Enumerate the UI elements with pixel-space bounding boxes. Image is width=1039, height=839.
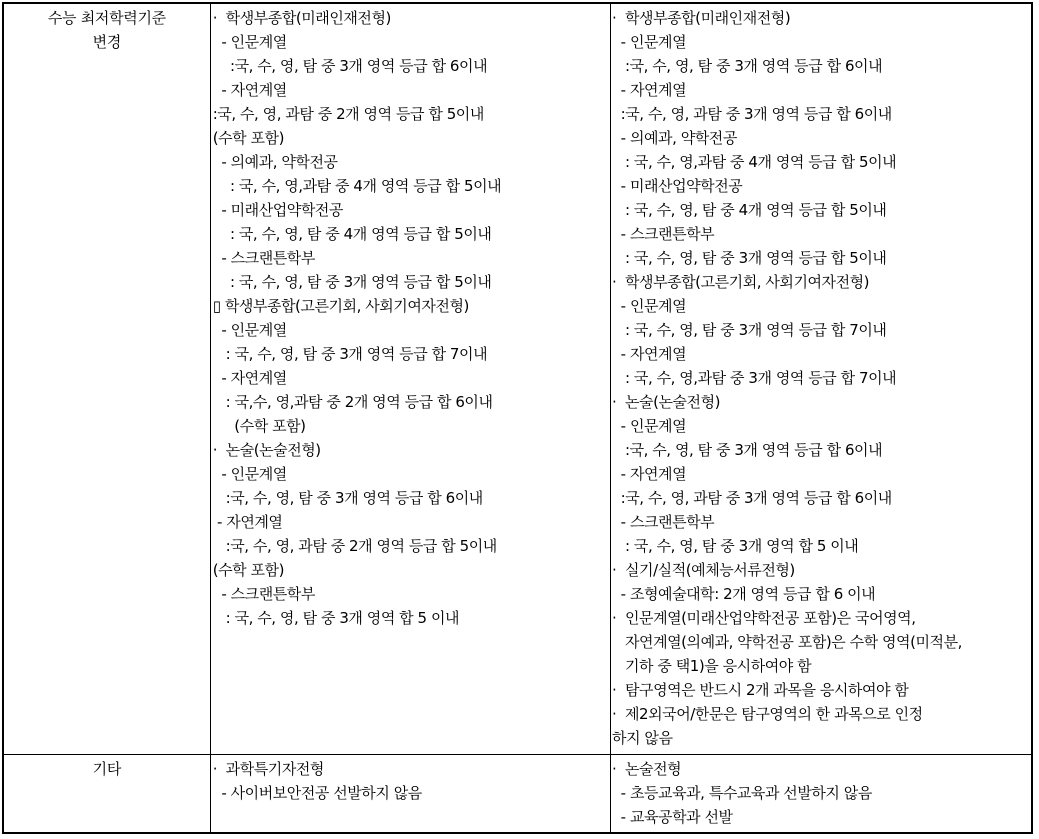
text-line: :국, 수, 영, 탐 중 3개 영역 등급 합 6이내 [212,57,488,75]
text-line: - 인문계열 [212,33,287,51]
table-row [3,755,1032,833]
text-line: - 교육공학과 선발 [612,808,733,827]
previous-content-cell [210,3,610,755]
changed-content-cell [611,3,1032,755]
text-line: :국, 수, 영, 과탐 중 2개 영역 등급 합 5이내 [212,537,497,555]
row-label [4,755,210,781]
text-line: - 스크랜튼학부 [612,225,715,243]
text-line: :국, 수, 영, 과탐 중 3개 영역 등급 합 6이내 [612,489,892,507]
text-line: · 탐구영역은 반드시 2개 과목을 응시하여야 함 [612,681,909,699]
previous-content-cell [210,755,610,833]
text-line: :국, 수, 영, 탐 중 3개 영역 등급 합 6이내 [612,57,883,75]
text-line: ▯ 학생부종합(고른기회, 사회기여자전형) [212,297,469,315]
changed-content-cell [611,755,1032,833]
text-line: : 국, 수, 영,과탐 중 4개 영역 등급 합 5이내 [212,177,502,195]
text-line: - 자연계열 [612,465,687,483]
row-label-cell [3,755,210,833]
text-line: - 미래산업약학전공 [612,177,743,195]
text-line: (수학 포함) [212,417,306,435]
row-label-cell [3,3,210,755]
text-line: 하지 않음 [612,729,673,747]
row-label-line: 기타 [92,760,122,779]
text-line: : 국,수, 영,과탐 중 2개 영역 등급 합 6이내 [212,393,493,411]
text-line: · 실기/실적(예체능서류전형) [612,561,795,579]
text-line: : 국, 수, 영,과탐 중 4개 영역 등급 합 5이내 [612,153,897,171]
text-line: · 학생부종합(고른기회, 사회기여자전형) [612,273,870,291]
text-line: 기하 중 택1)을 응시하여야 함 [612,657,812,675]
text-line: - 사이버보안전공 선발하지 않음 [212,784,422,803]
text-line: · 학생부종합(미래인재전형) [212,9,391,27]
text-line: - 인문계열 [612,33,687,51]
text-line: - 자연계열 [212,369,287,387]
text-line: : 국, 수, 영, 탐 중 3개 영역 등급 합 7이내 [612,321,887,339]
text-line: : 국, 수, 영, 탐 중 3개 영역 합 5 이내 [212,609,460,627]
text-line: - 스크랜튼학부 [212,249,315,267]
text-line: : 국, 수, 영, 탐 중 3개 영역 등급 합 7이내 [212,345,488,363]
comparison-table [2,2,1033,834]
changed-content-list [611,755,1031,829]
text-line: - 초등교육과, 특수교육과 선발하지 않음 [612,784,872,803]
row-label [4,4,210,54]
text-line: : 국, 수, 영, 탐 중 4개 영역 등급 합 5이내 [612,201,887,219]
text-line: : 국, 수, 영, 탐 중 3개 영역 등급 합 5이내 [612,249,887,267]
text-line: - 의예과, 약학전공 [212,153,338,171]
text-line: 자연계열(의예과, 약학전공 포함)은 수학 영역(미적분, [612,633,962,651]
text-line: (수학 포함) [212,561,284,579]
text-line: - 자연계열 [612,345,687,363]
text-line: · 논술(논술전형) [612,393,721,411]
text-line: - 인문계열 [212,465,287,483]
text-line: · 학생부종합(미래인재전형) [612,9,791,27]
row-label-line: 변경 [92,33,122,51]
text-line: - 스크랜튼학부 [612,513,715,531]
text-line: · 논술(논술전형) [212,441,321,459]
text-line: : 국, 수, 영, 탐 중 3개 영역 합 5 이내 [612,537,859,555]
text-line: - 스크랜튼학부 [212,585,315,603]
text-line: - 인문계열 [212,321,287,339]
text-line: - 자연계열 [212,513,283,531]
previous-content-list [211,4,610,630]
text-line: :국, 수, 영, 탐 중 3개 영역 등급 합 6이내 [212,489,483,507]
text-line: · 과학특기자전형 [212,760,324,779]
text-line: - 자연계열 [612,81,687,99]
table-row [3,3,1032,755]
text-line: - 자연계열 [212,81,287,99]
text-line: : 국, 수, 영, 탐 중 4개 영역 등급 합 5이내 [212,225,492,243]
text-line: · 제2외국어/한문은 탐구영역의 한 과목으로 인정 [612,705,923,723]
text-line: :국, 수, 영, 탐 중 3개 영역 등급 합 6이내 [612,441,883,459]
text-line: (수학 포함) [212,129,284,147]
text-line: · 논술전형 [612,760,682,779]
text-line: - 조형예술대학: 2개 영역 등급 합 6 이내 [612,585,876,603]
text-line: - 인문계열 [612,417,687,435]
text-line: · 인문계열(미래산업약학전공 포함)은 국어영역, [612,609,916,627]
previous-content-list [211,755,610,805]
text-line: : 국, 수, 영,과탐 중 3개 영역 등급 합 7이내 [612,369,897,387]
text-line: - 미래산업약학전공 [212,201,343,219]
text-line: - 의예과, 약학전공 [612,129,737,147]
text-line: : 국, 수, 영, 탐 중 3개 영역 등급 합 5이내 [212,273,492,291]
row-label-line: 수능 최저학력기준 [47,9,166,27]
text-line: - 인문계열 [612,297,687,315]
changed-content-list [611,4,1031,750]
text-line: :국, 수, 영, 과탐 중 2개 영역 등급 합 5이내 [212,105,484,123]
text-line: :국, 수, 영, 과탐 중 3개 영역 등급 합 6이내 [612,105,892,123]
